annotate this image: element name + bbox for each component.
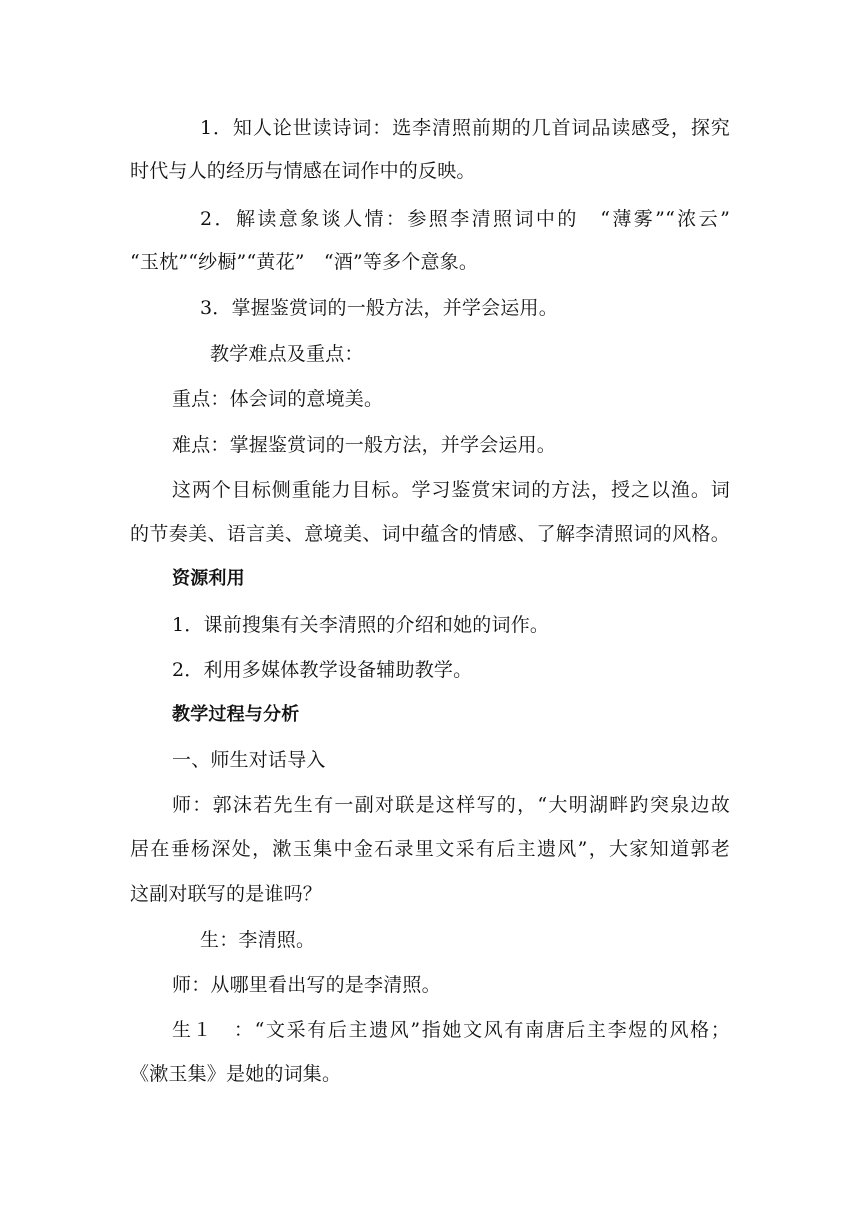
resource-2-line: 2．利用多媒体教学设备辅助教学。 <box>172 659 473 681</box>
student-1-line-1: 生１ ：“文采有后主遗风”指她文风有南唐后主李煜的风格； <box>172 1019 730 1041</box>
objective-2-line-2: “玉枕”“纱橱”“黄花” “酒”等多个意象。 <box>130 251 479 273</box>
key-point-line: 重点：体会词的意境美。 <box>172 388 384 410</box>
teacher-line-3: 这副对联写的是谁吗？ <box>130 883 323 905</box>
resources-heading: 资源利用 <box>172 568 245 589</box>
teacher-question-line: 师：从哪里看出写的是李清照。 <box>172 974 441 996</box>
student-1-line-2: 《漱玉集》是她的词集。 <box>130 1063 342 1085</box>
objective-3-line: 3．掌握鉴赏词的一般方法，并学会运用。 <box>200 297 558 319</box>
goal-note-line-1: 这两个目标侧重能力目标。学习鉴赏宋词的方法，授之以渔。词 <box>172 479 730 501</box>
student-answer-line: 生：李清照。 <box>200 929 316 951</box>
objective-1-line-2: 时代与人的经历与情感在词作中的反映。 <box>130 160 476 182</box>
process-heading: 教学过程与分析 <box>172 704 300 725</box>
teacher-line-2: 居在垂杨深处，漱玉集中金石录里文采有后主遗风”，大家知道郭老 <box>130 838 730 860</box>
teacher-line-1: 师：郭沫若先生有一副对联是这样写的，“大明湖畔趵突泉边故 <box>172 794 730 816</box>
resource-1-line: 1．课前搜集有关李清照的介绍和她的词作。 <box>172 614 550 636</box>
difficulty-heading: 教学难点及重点： <box>210 343 364 365</box>
difficult-point-line: 难点：掌握鉴赏词的一般方法，并学会运用。 <box>172 434 557 456</box>
objective-1-line-1: 1．知人论世读诗词：选李清照前期的几首词品读感受，探究 <box>200 117 730 139</box>
objective-2-line-1: 2．解读意象谈人情：参照李清照词中的 “薄雾”“浓云” <box>200 208 730 230</box>
section-heading: 一、师生对话导入 <box>172 749 326 771</box>
goal-note-line-2: 的节奏美、语言美、意境美、词中蕴含的情感、了解李清照词的风格。 <box>130 523 730 545</box>
